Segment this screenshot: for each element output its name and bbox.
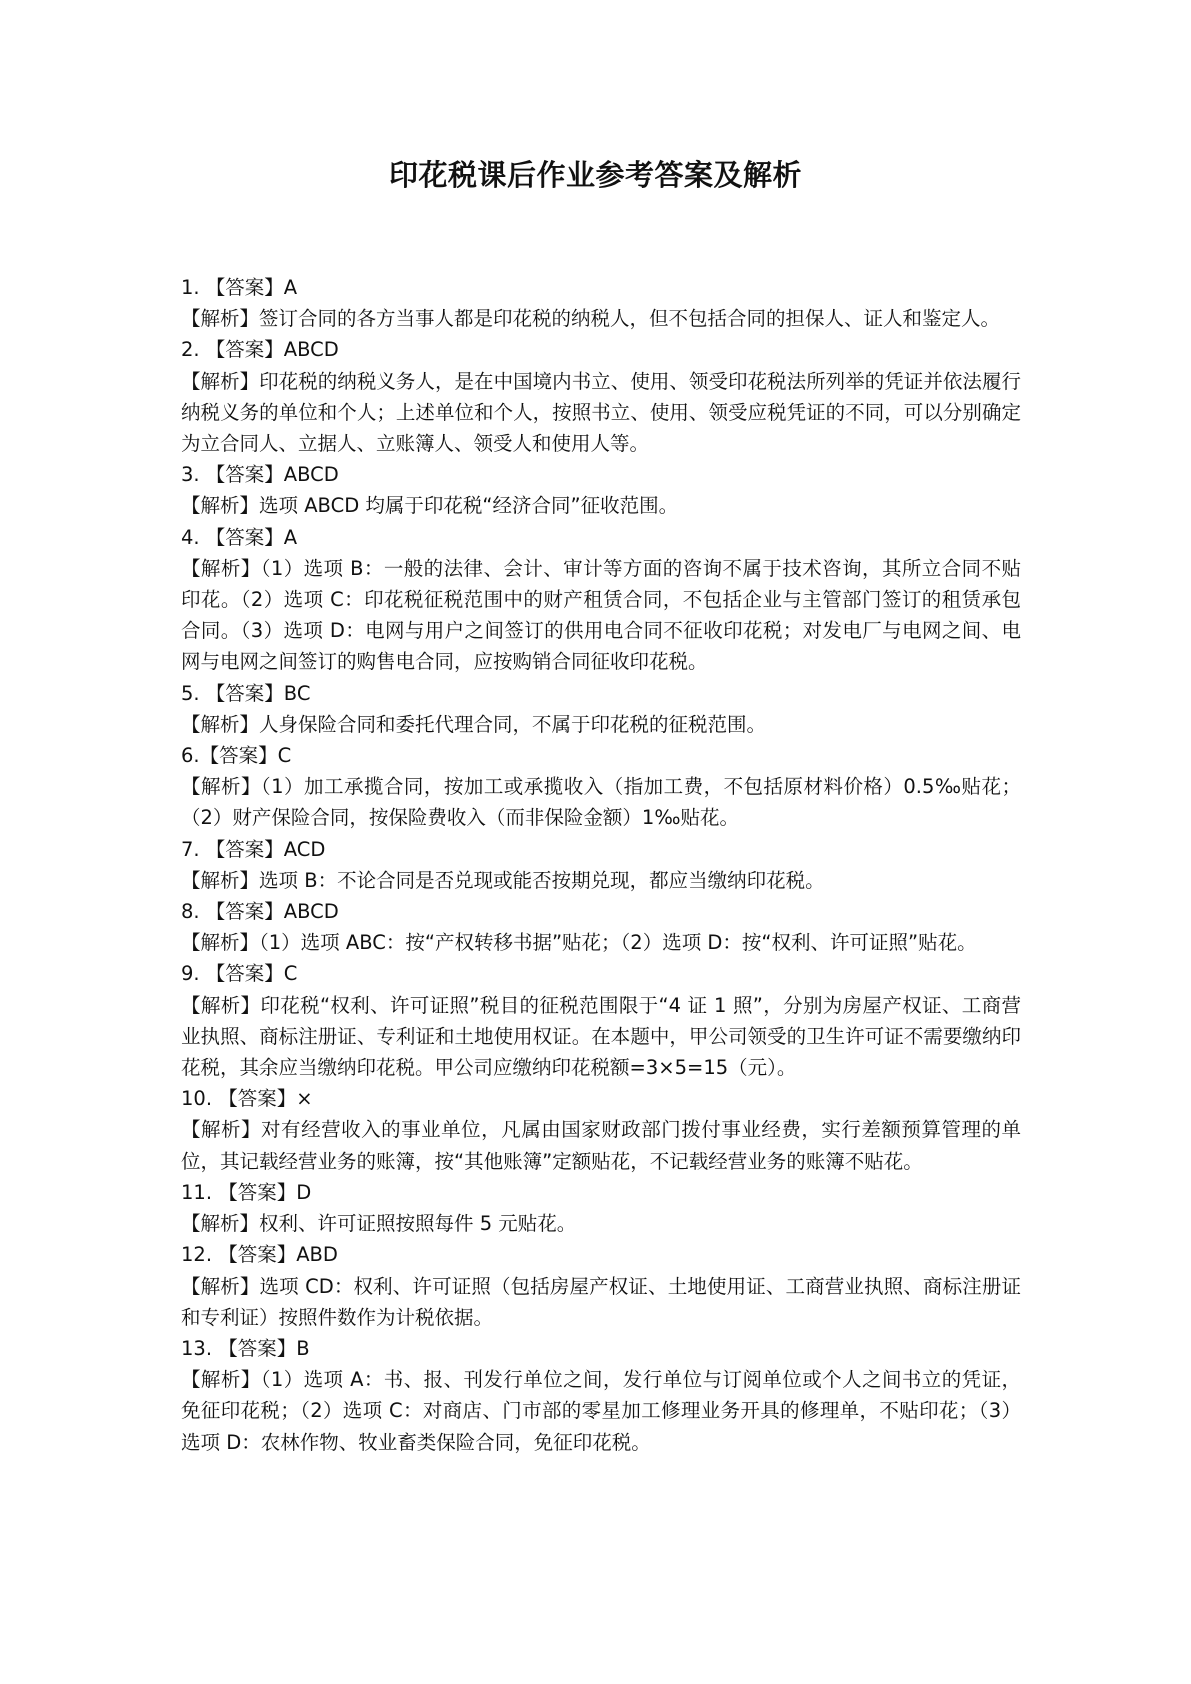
- answer-line-1: 1. 【答案】A: [181, 276, 298, 299]
- analysis-text-11: 【解析】权利、许可证照按照每件 5 元贴花。: [181, 1212, 577, 1236]
- answer-line-8: 8. 【答案】ABCD: [181, 900, 339, 924]
- answer-list: [181, 272, 1021, 1458]
- answer-line-10: 10. 【答案】×: [181, 1087, 313, 1111]
- answer-line-5: 5. 【答案】BC: [181, 681, 311, 705]
- answer-line-13: 13. 【答案】B: [181, 1336, 310, 1360]
- analysis-text-7: 【解析】选项 B：不论合同是否兑现或能否按期兑现，都应当缴纳印花税。: [181, 868, 825, 892]
- document-title: 印花税课后作业参考答案及解析: [388, 158, 802, 192]
- answer-line-3: 3. 【答案】ABCD: [181, 463, 339, 487]
- analysis-text-5: 【解析】人身保险合同和委托代理合同，不属于印花税的征税范围。: [181, 712, 767, 736]
- analysis-text-13: 【解析】（1）选项 A：书、报、刊发行单位之间，发行单位与订阅单位或个人之间书立的凭证，免征印花税；（2）选项 C：对商店、门市部的零星加工修理业务开具的修理单，不贴印花；（3）选项 D：农林作物、牧业畜类保险合同，免征印花税。: [181, 1368, 1021, 1454]
- analysis-text-4: 【解析】（1）选项 B：一般的法律、会计、审计等方面的咨询不属于技术咨询，其所立合同不贴印花。（2）选项 C：印花税征税范围中的财产租赁合同，不包括企业与主管部门签订的租赁承包合同。（3）选项 D：电网与用户之间签订的供用电合同不征收印花税；对发电厂与电网之间、电网与电网之间签订的购售电合同，应按购销合同征收印花税。: [181, 556, 1021, 674]
- analysis-text-2: 【解析】印花税的纳税义务人，是在中国境内书立、使用、领受印花税法所列举的凭证并依法履行纳税义务的单位和个人；上述单位和个人，按照书立、使用、领受应税凭证的不同，可以分别确定为立合同人、立据人、立账簿人、领受人和使用人等。: [181, 369, 1021, 456]
- analysis-text-12: 【解析】选项 CD：权利、许可证照（包括房屋产权证、土地使用证、工商营业执照、商标注册证和专利证）按照件数作为计税依据。: [181, 1274, 1021, 1329]
- analysis-text-8: 【解析】（1）选项 ABC：按“产权转移书据”贴花；（2）选项 D：按“权利、许可证照”贴花。: [181, 931, 977, 955]
- answer-line-4: 4. 【答案】A: [181, 525, 298, 549]
- answer-line-7: 7. 【答案】ACD: [181, 837, 326, 861]
- answer-line-2: 2. 【答案】ABCD: [181, 338, 339, 362]
- answer-line-11: 11. 【答案】D: [181, 1180, 312, 1204]
- analysis-text-6: 【解析】（1）加工承揽合同，按加工或承揽收入（指加工费，不包括原材料价格）0.5‰贴花；（2）财产保险合同，按保险费收入（而非保险金额）1‰贴花。: [181, 775, 1021, 830]
- analysis-text-1: 【解析】签订合同的各方当事人都是印花税的纳税人，但不包括合同的担保人、证人和鉴定人。: [181, 307, 1001, 331]
- answer-line-6: 6.【答案】C: [181, 744, 292, 768]
- analysis-text-9: 【解析】印花税“权利、许可证照”税目的征税范围限于“4 证 1 照”，分别为房屋产权证、工商营业执照、商标注册证、专利证和土地使用权证。在本题中，甲公司领受的卫生许可证不需要缴纳印花税，其余应当缴纳印花税。甲公司应缴纳印花税额=3×5=15（元）。: [181, 993, 1021, 1080]
- analysis-text-3: 【解析】选项 ABCD 均属于印花税“经济合同”征收范围。: [181, 494, 679, 518]
- answer-line-9: 9. 【答案】C: [181, 962, 298, 986]
- analysis-text-10: 【解析】对有经营收入的事业单位，凡属由国家财政部门拨付事业经费，实行差额预算管理的单位，其记载经营业务的账簿，按“其他账簿”定额贴花，不记载经营业务的账簿不贴花。: [181, 1118, 1021, 1173]
- answer-line-12: 12. 【答案】ABD: [181, 1243, 338, 1267]
